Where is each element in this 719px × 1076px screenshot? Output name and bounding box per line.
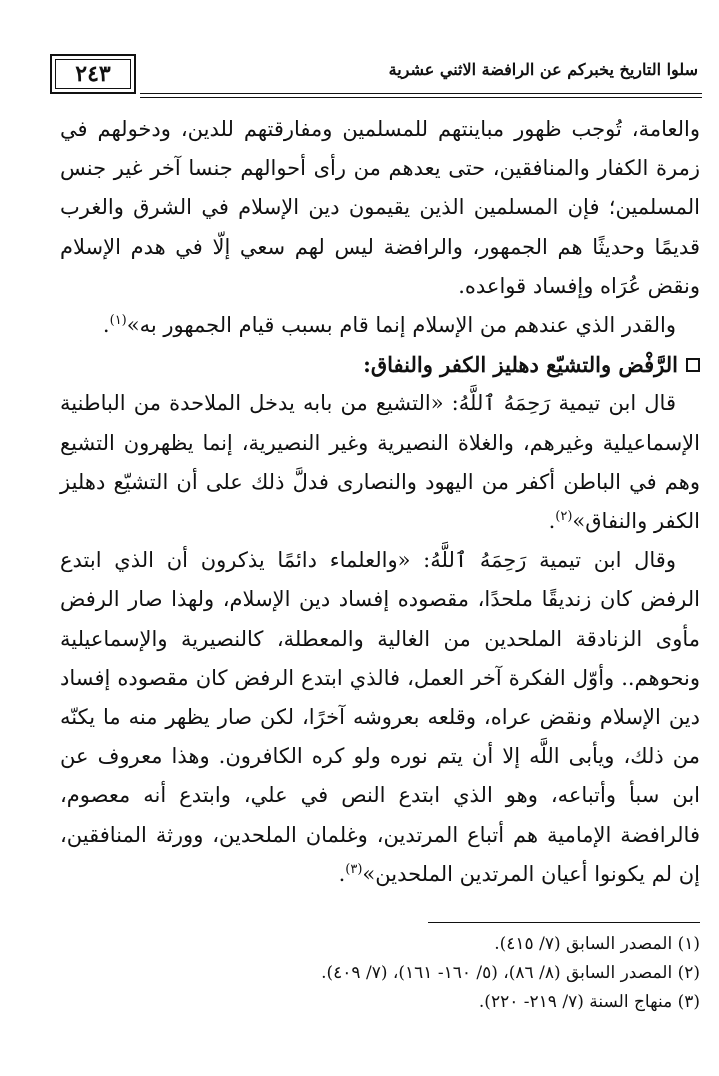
- footnote-ref-2: (٢): [555, 509, 573, 525]
- paragraph-2-end: .: [102, 313, 110, 338]
- section-heading-text: الرَّفْض والتشيّع دهليز الكفر والنفاق:: [363, 352, 678, 378]
- footnote-3: (٣) منهاج السنة (٧/ ٢١٩- ٢٢٠).: [478, 992, 700, 1012]
- paragraph-1: والعامة، تُوجب ظهور مباينتهم للمسلمين ومفارقتهم للدين، ودخولهم في زمرة الكفار والمنافقين، حتى يعدهم من رأى أحوالهم جنسا آخر غير جنس المسلمين؛ فإن المسلمين الذين يقيمون دين الإسلام في الشرق والغرب قديمًا وحديثًا هم الجمهور، والرافضة ليس لهم سعي إلّا في هدم الإسلام ونقض عُرَاه وإفساد قواعده.: [60, 117, 700, 298]
- running-title: سلوا التاريخ يخبركم عن الرافضة الاثني عشرية: [388, 60, 698, 79]
- paragraph-4-text: وقال ابن تيمية رَحِمَهُ ٱللَّهُ: «والعلماء دائمًا يذكرون أن الذي ابتدع الرفض كان زنديقًا ملحدًا، مقصوده إفساد دين الإسلام، ولهذا صار الرفض مأوى الزنادقة الملحدين من الغالية والمعطلة، كالنصيرية والإسماعيلية ونحوهم.. وأوّل الفكرة آخر العمل، فالذي ابتدع الرفض كان مقصوده إفساد دين الإسلام ونقض عراه، وقلعه بعروشه آخرًا، لكن صار يظهر منه ما يكنّه من ذلك، ويأبى اللَّه إلا أن يتم نوره ولو كره الكافرون. وهذا معروف عن ابن سبأ وأتباعه، وهو الذي ابتدع النص في علي، وابتدع أنه معصوم، فالرافضة الإمامية هم أتباع المرتدين، وغلمان الملحدين، وورثة المنافقين، إن لم يكونوا أعيان المرتدين الملحدين»: [60, 548, 700, 886]
- paragraph-2-text: والقدر الذي عندهم من الإسلام إنما قام بسبب قيام الجمهور به»: [126, 313, 676, 338]
- footnote-separator: [428, 922, 700, 923]
- footnote-ref-3: (٣): [345, 861, 363, 877]
- paragraph-2: [60, 306, 700, 345]
- page-number: ٢٤٣: [50, 54, 136, 94]
- page-header: [50, 50, 702, 98]
- paragraph-3: [60, 384, 700, 541]
- header-rule-double: [140, 97, 702, 98]
- square-bullet-icon: [686, 358, 700, 372]
- main-text: [60, 110, 700, 894]
- paragraph-3-end: .: [548, 509, 556, 534]
- paragraph-4: [60, 541, 700, 894]
- paragraph-4-end: .: [338, 861, 346, 886]
- footnote-2: (٢) المصدر السابق (٨/ ٨٦)، (٥/ ١٦٠- ١٦١)، (٧/ ٤٠٩).: [321, 963, 700, 983]
- footnote-1: (١) المصدر السابق (٧/ ٤١٥).: [494, 934, 700, 954]
- footnote-ref-1: (١): [109, 313, 127, 329]
- footnotes: [60, 930, 700, 1017]
- section-heading: [60, 345, 700, 384]
- header-rule: [140, 93, 702, 94]
- paragraph-3-text: قال ابن تيمية رَحِمَهُ ٱللَّهُ: «التشيع من بابه يدخل الملاحدة من الباطنية الإسماعيلية وغيرهم، والغلاة النصيرية وغير النصيرية، إنما يظهرون التشيع وهم في الباطن أكفر من اليهود والنصارى فدلَّ ذلك على أن التشيّع دهليز الكفر والنفاق»: [60, 391, 700, 534]
